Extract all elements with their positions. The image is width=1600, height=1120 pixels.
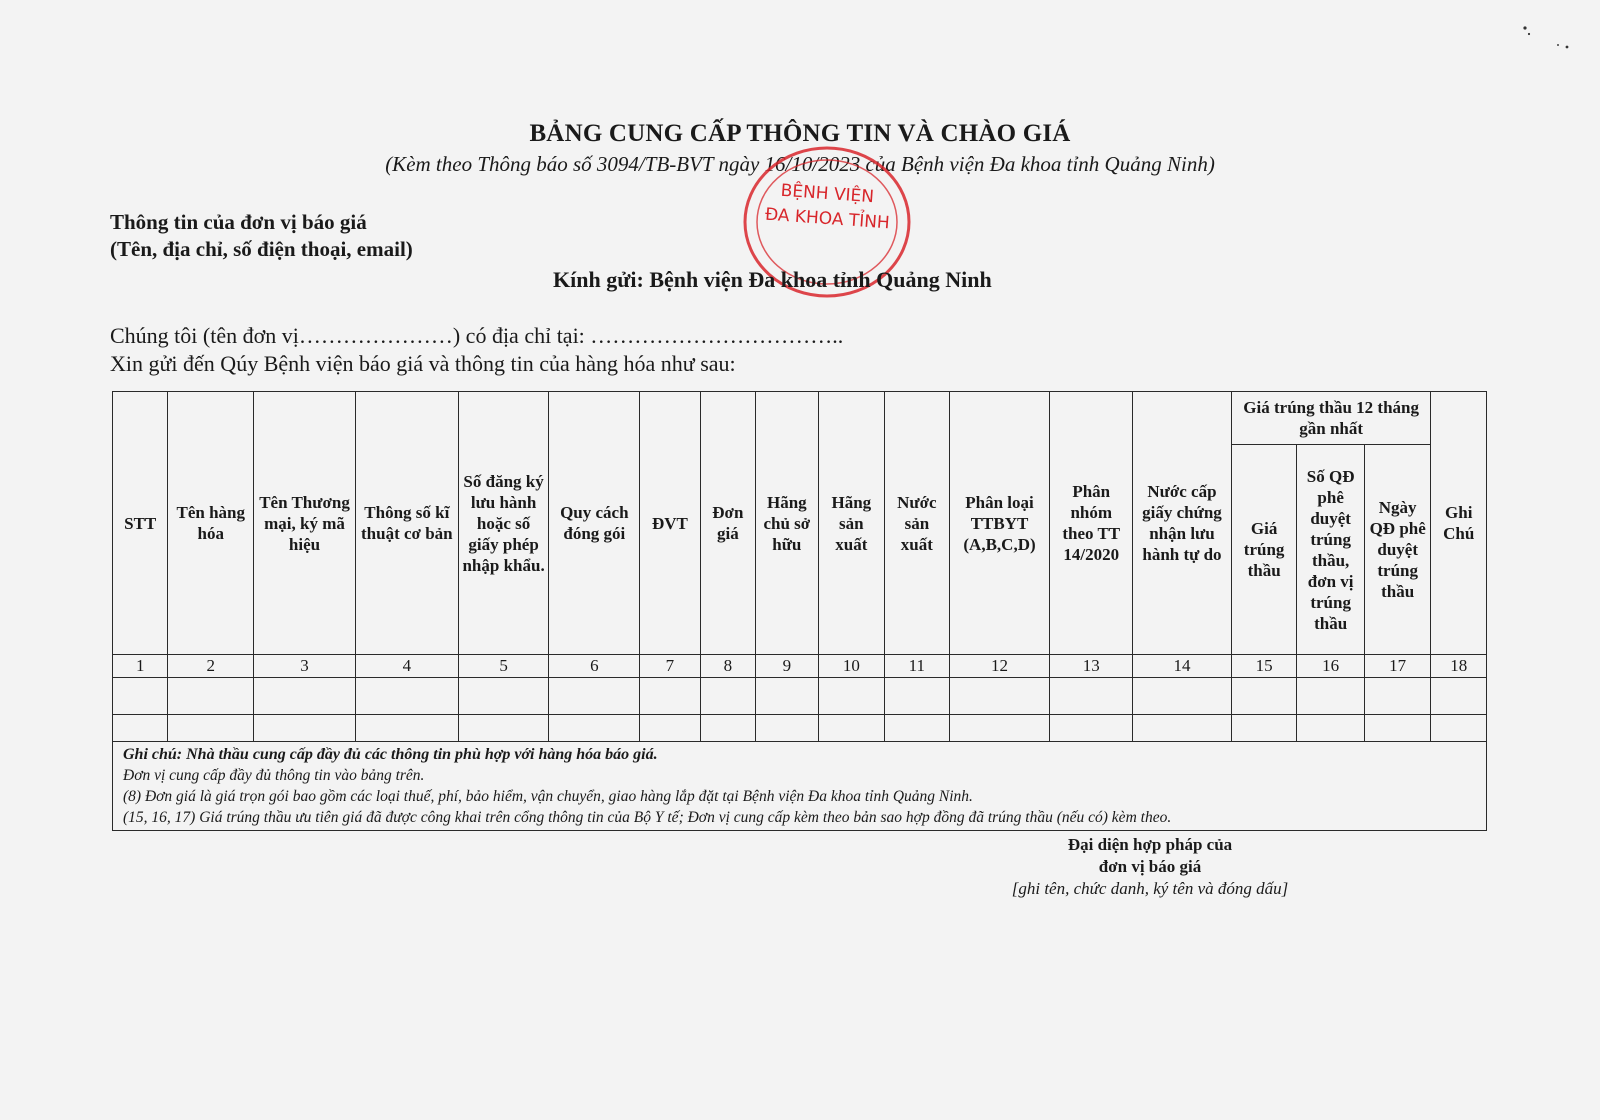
- empty-cell[interactable]: [168, 715, 254, 742]
- col-header-ten-hang-hoa: Tên hàng hóa: [168, 392, 254, 655]
- notes-row: [113, 742, 1487, 831]
- col-header-dvt: ĐVT: [640, 392, 700, 655]
- empty-cell[interactable]: [818, 678, 885, 715]
- empty-cell[interactable]: [168, 678, 254, 715]
- col-header-nuoc-cap-giay: Nước cấp giấy chứng nhận lưu hành tự do: [1133, 392, 1232, 655]
- col-header-gia-trung-thau: Giá trúng thầu: [1231, 445, 1297, 655]
- col-number: 4: [355, 655, 458, 678]
- col-number: 8: [700, 655, 755, 678]
- col-number: 16: [1297, 655, 1365, 678]
- empty-cell[interactable]: [549, 715, 640, 742]
- empty-cell[interactable]: [254, 678, 356, 715]
- empty-cell[interactable]: [885, 678, 950, 715]
- empty-cell[interactable]: [640, 678, 700, 715]
- document-title: BẢNG CUNG CẤP THÔNG TIN VÀ CHÀO GIÁ: [529, 120, 1071, 147]
- notes-line-2: (8) Đơn giá là giá trọn gói bao gồm các loại thuế, phí, bảo hiểm, vận chuyển, giao hàng lắp đặt tại Bệnh viện Đa khoa tỉnh Quảng Ninh.: [123, 788, 973, 805]
- notes-title: Ghi chú: Nhà thầu cung cấp đầy đủ các thông tin phù hợp với hàng hóa báo giá.: [123, 746, 658, 763]
- empty-cell[interactable]: [1231, 715, 1297, 742]
- col-number: 9: [756, 655, 819, 678]
- col-number: 12: [949, 655, 1050, 678]
- col-header-phan-loai: Phân loại TTBYT (A,B,C,D): [949, 392, 1050, 655]
- col-header-nuoc-san-xuat: Nước sản xuất: [885, 392, 950, 655]
- empty-cell[interactable]: [254, 715, 356, 742]
- col-number: 3: [254, 655, 356, 678]
- empty-cell[interactable]: [1431, 678, 1487, 715]
- col-number: 11: [885, 655, 950, 678]
- sender-hint: (Tên, địa chỉ, số điện thoại, email): [110, 237, 413, 261]
- quotation-table: [112, 391, 1487, 831]
- col-number: 13: [1050, 655, 1133, 678]
- empty-data-row: [113, 715, 1487, 742]
- sender-label: Thông tin của đơn vị báo giá: [110, 210, 367, 234]
- notes-line-3: (15, 16, 17) Giá trúng thầu ưu tiên giá đã được công khai trên cổng thông tin của Bộ Y tế; Đơn vị cung cấp kèm theo bản sao hợp đồng đã trúng thầu (nếu có) kèm theo.: [123, 809, 1172, 826]
- signature-line-1: Đại diện hợp pháp của: [1067, 835, 1233, 854]
- empty-cell[interactable]: [549, 678, 640, 715]
- empty-cell[interactable]: [885, 715, 950, 742]
- col-number: 18: [1431, 655, 1487, 678]
- intro-line-1: Chúng tôi (tên đơn vị…………………) có địa chỉ tại: ……………………………..: [110, 323, 844, 348]
- col-header-gia-trung-thau-group: Giá trúng thầu 12 tháng gần nhất: [1231, 392, 1431, 445]
- stamp-line2: ĐA KHOA TỈNH: [764, 204, 891, 234]
- empty-cell[interactable]: [355, 715, 458, 742]
- col-number: 10: [818, 655, 885, 678]
- empty-cell[interactable]: [756, 715, 819, 742]
- signature-instruction: [ghi tên, chức danh, ký tên và đóng dấu]: [1011, 879, 1289, 898]
- empty-cell[interactable]: [1297, 715, 1365, 742]
- empty-cell[interactable]: [700, 715, 755, 742]
- empty-cell[interactable]: [113, 678, 168, 715]
- col-header-ten-thuong-mai: Tên Thương mại, ký mã hiệu: [254, 392, 356, 655]
- column-number-row: [113, 655, 1487, 678]
- empty-cell[interactable]: [756, 678, 819, 715]
- signature-line-2: đơn vị báo giá: [1098, 857, 1202, 876]
- empty-cell[interactable]: [818, 715, 885, 742]
- empty-cell[interactable]: [113, 715, 168, 742]
- empty-cell[interactable]: [1133, 715, 1232, 742]
- col-header-so-qd: Số QĐ phê duyệt trúng thầu, đơn vị trúng thầu: [1297, 445, 1365, 655]
- empty-cell[interactable]: [1297, 678, 1365, 715]
- col-number: 5: [458, 655, 549, 678]
- notes-line-1: Đơn vị cung cấp đầy đủ thông tin vào bảng trên.: [123, 767, 425, 784]
- col-header-stt: STT: [113, 392, 168, 655]
- scan-specks: [1520, 20, 1580, 60]
- empty-cell[interactable]: [1133, 678, 1232, 715]
- col-number: 2: [168, 655, 254, 678]
- empty-cell[interactable]: [1364, 715, 1431, 742]
- document-subtitle: (Kèm theo Thông báo số 3094/TB-BVT ngày 16/10/2023 của Bệnh viện Đa khoa tỉnh Quảng Ninh): [385, 152, 1215, 176]
- recipient-line: Kính gửi: Bệnh viện Đa khoa tỉnh Quảng Ninh: [553, 267, 992, 292]
- empty-cell[interactable]: [458, 715, 549, 742]
- empty-cell[interactable]: [949, 678, 1050, 715]
- col-header-hang-san-xuat: Hãng sản xuất: [818, 392, 885, 655]
- col-header-so-dang-ky: Số đăng ký lưu hành hoặc số giấy phép nhập khẩu.: [458, 392, 549, 655]
- notes-cell: [113, 742, 1487, 831]
- empty-cell[interactable]: [1050, 678, 1133, 715]
- empty-cell[interactable]: [949, 715, 1050, 742]
- col-header-ghi-chu: Ghi Chú: [1431, 392, 1487, 655]
- empty-cell[interactable]: [640, 715, 700, 742]
- col-header-don-gia: Đơn giá: [700, 392, 755, 655]
- intro-line-2: Xin gửi đến Qúy Bệnh viện báo giá và thông tin của hàng hóa như sau:: [110, 351, 736, 376]
- col-number: 7: [640, 655, 700, 678]
- col-number: 6: [549, 655, 640, 678]
- col-number: 1: [113, 655, 168, 678]
- col-header-ngay-qd: Ngày QĐ phê duyệt trúng thầu: [1364, 445, 1431, 655]
- empty-cell[interactable]: [1431, 715, 1487, 742]
- header-row-1: [113, 392, 1487, 445]
- empty-cell[interactable]: [355, 678, 458, 715]
- empty-cell[interactable]: [1050, 715, 1133, 742]
- empty-data-row: [113, 678, 1487, 715]
- col-header-quy-cach: Quy cách đóng gói: [549, 392, 640, 655]
- empty-cell[interactable]: [458, 678, 549, 715]
- stamp-line1: BỆNH VIỆN: [780, 180, 875, 208]
- empty-cell[interactable]: [1231, 678, 1297, 715]
- empty-cell[interactable]: [1364, 678, 1431, 715]
- col-header-phan-nhom: Phân nhóm theo TT 14/2020: [1050, 392, 1133, 655]
- col-header-hang-chu-so-huu: Hãng chủ sở hữu: [756, 392, 819, 655]
- col-number: 17: [1364, 655, 1431, 678]
- col-header-thong-so: Thông số kĩ thuật cơ bản: [355, 392, 458, 655]
- empty-cell[interactable]: [700, 678, 755, 715]
- col-number: 15: [1231, 655, 1297, 678]
- col-number: 14: [1133, 655, 1232, 678]
